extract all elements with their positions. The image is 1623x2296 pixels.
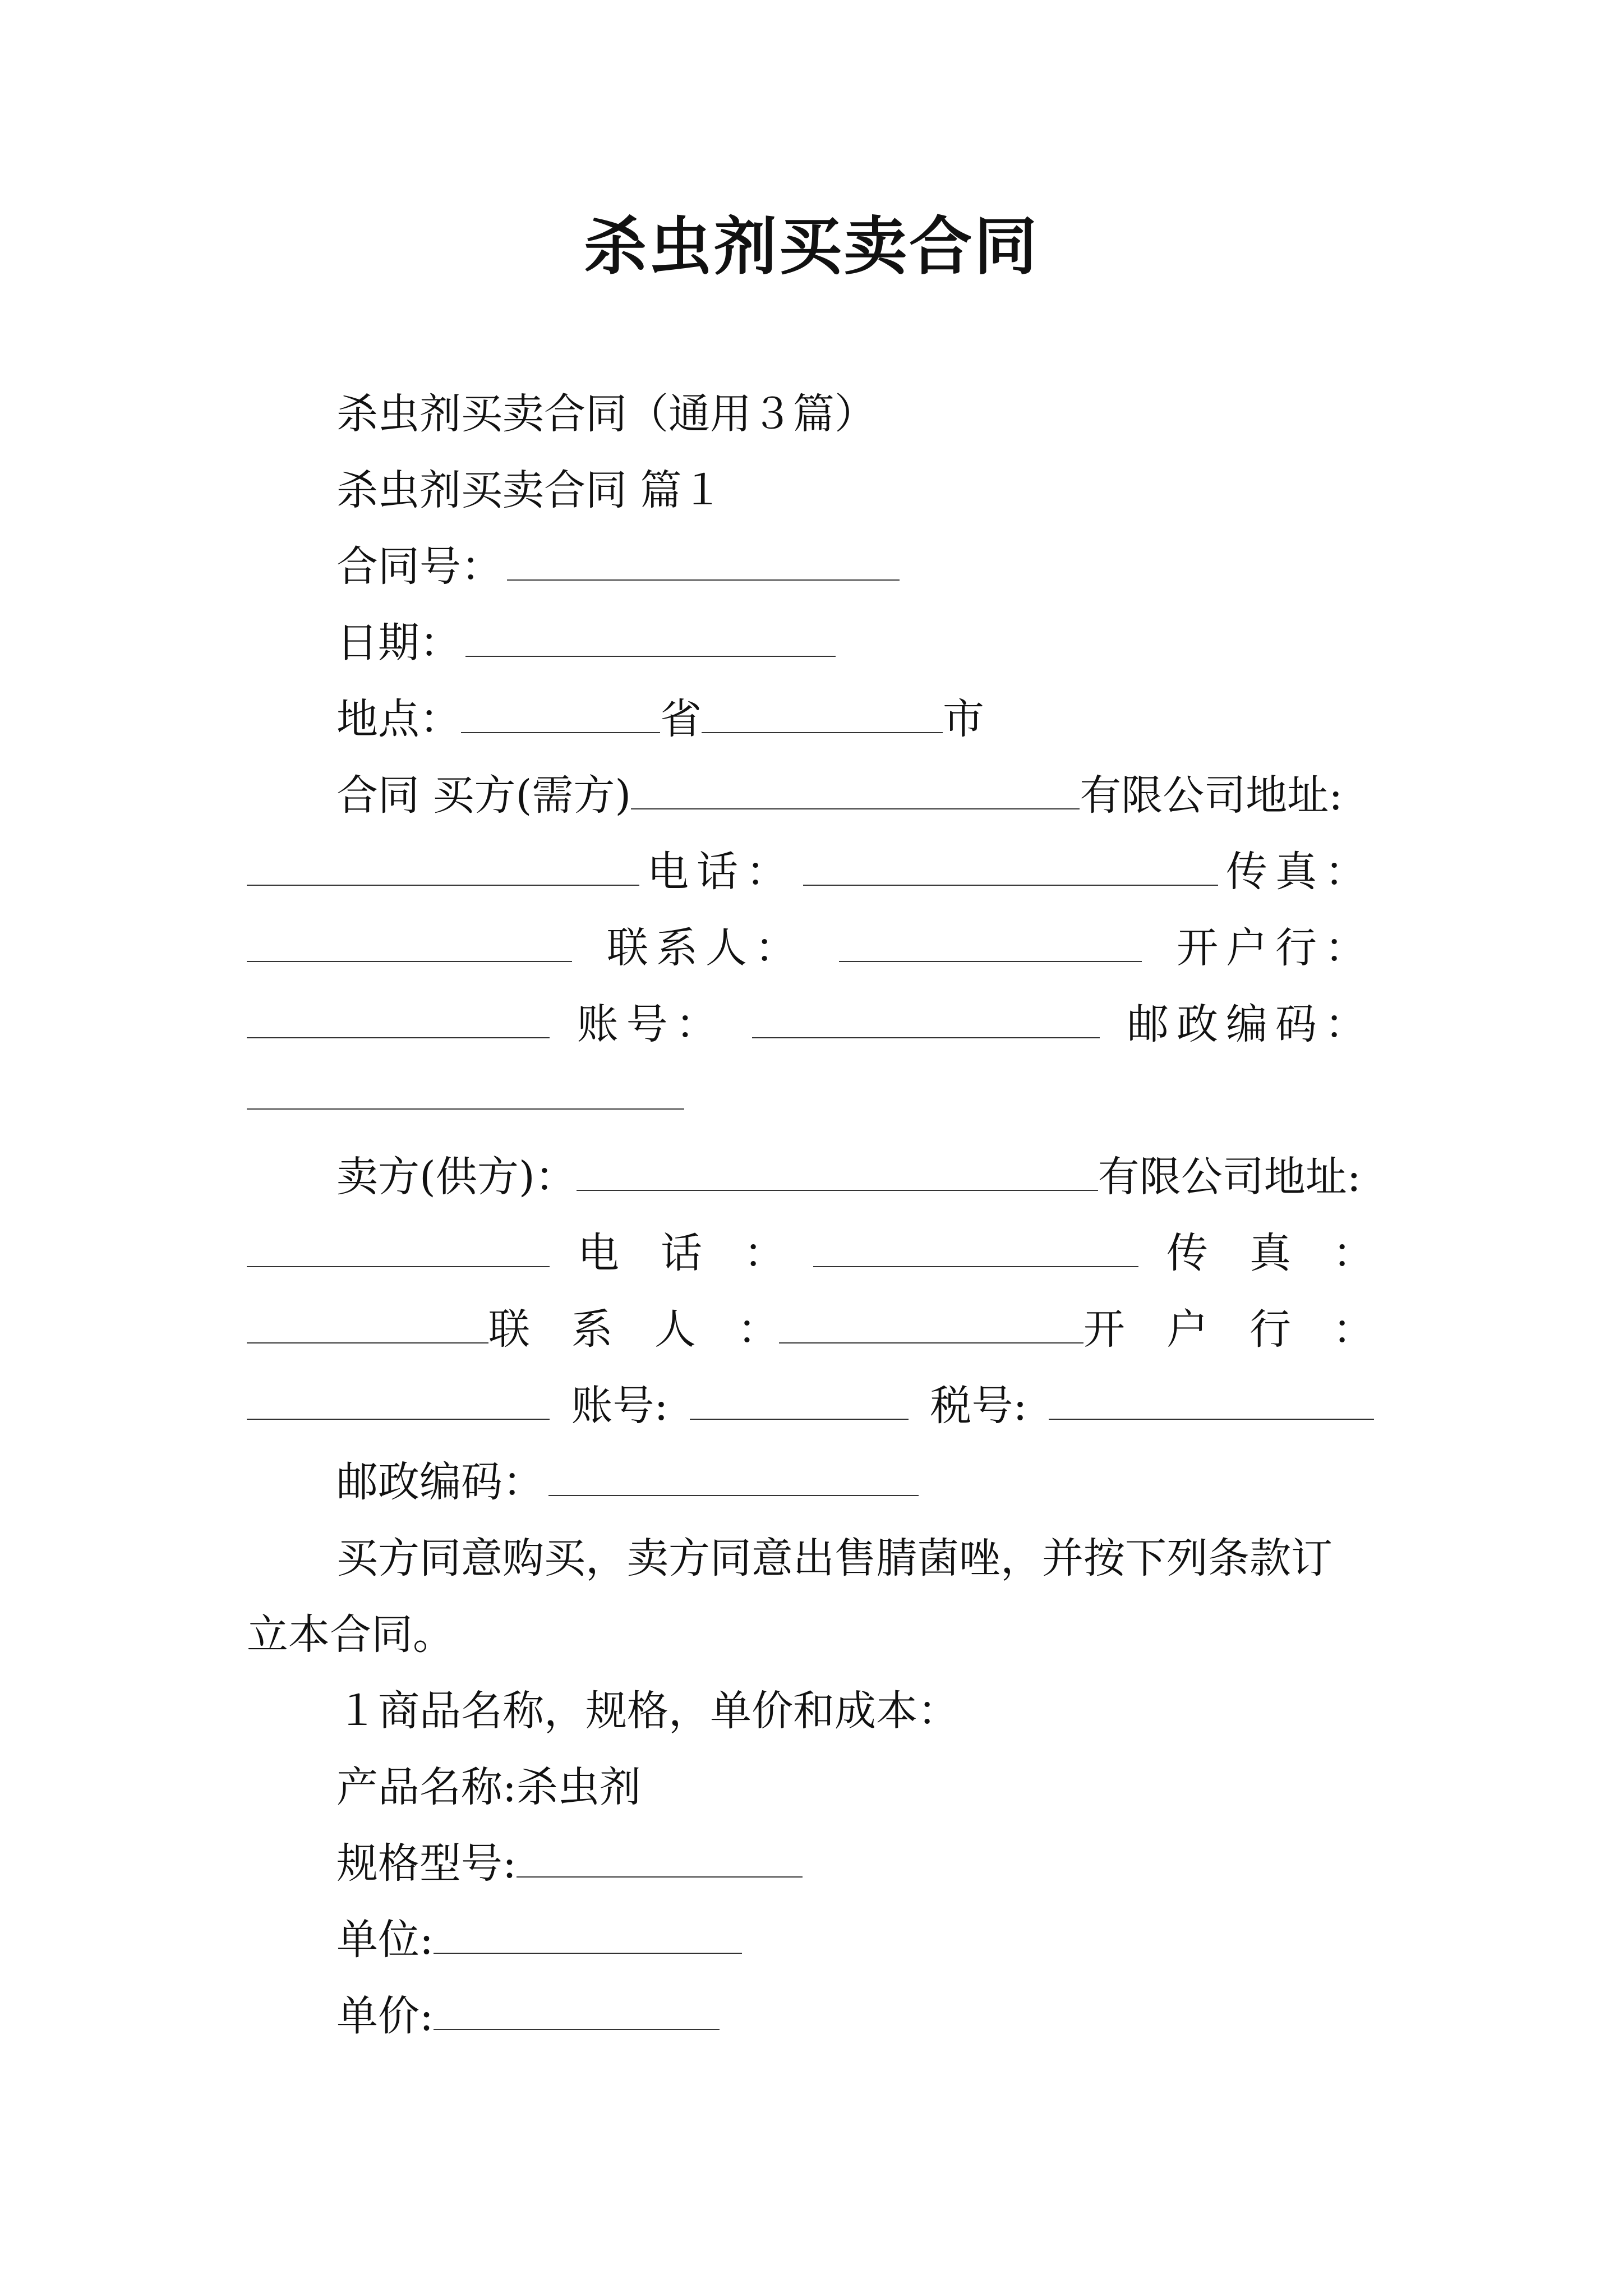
buyer-account-blank: [752, 1001, 1100, 1038]
contract-number-blank: [507, 544, 900, 581]
buyer-row: [336, 767, 1343, 823]
buyer-phone-blank: [803, 849, 1218, 886]
agreement-paragraph-line1: 买方同意购买，卖方同意出售腈菌唑，并按下列条款订: [336, 1534, 1332, 1582]
city-blank: [702, 696, 943, 733]
buyer-account-label: 账号：: [577, 1000, 725, 1048]
buyer-postcode-row: [247, 1073, 684, 1129]
place-label: 地点：: [336, 695, 461, 743]
seller-address-blank: [247, 1230, 550, 1267]
price-label: 单价:: [336, 1992, 434, 2040]
buyer-phone-fax-row: [247, 844, 1374, 900]
province-blank: [461, 696, 660, 733]
date-row: [336, 615, 836, 671]
city-label: 市: [943, 695, 984, 743]
buyer-account-postcode-row: [247, 996, 1374, 1052]
place-row: [336, 691, 984, 747]
buyer-fax-blank: [247, 925, 572, 962]
seller-phone-blank: [813, 1230, 1138, 1267]
unit-blank: [434, 1917, 742, 1954]
buyer-address-blank: [247, 849, 639, 886]
seller-row: [336, 1149, 1361, 1205]
buyer-contact-label: 联系人：: [607, 924, 804, 972]
buyer-label: 合同 买方(需方): [336, 771, 631, 820]
seller-bank-label: 开 户 行 ：: [1083, 1305, 1374, 1354]
seller-address-label: 有限公司地址:: [1098, 1153, 1361, 1201]
contract-number-row: [336, 539, 900, 595]
section-1-heading: １商品名称，规格，单价和成本：: [336, 1687, 959, 1735]
buyer-contact-bank-row: [247, 920, 1374, 976]
spec-row: [336, 1835, 803, 1892]
seller-contact-label: 联 系 人 ：: [488, 1305, 779, 1354]
seller-postcode-blank: [548, 1459, 919, 1496]
date-label: 日期：: [336, 619, 461, 667]
seller-tax-label: 税号:: [930, 1382, 1027, 1430]
buyer-fax-label: 传真：: [1226, 848, 1374, 896]
contract-number-label: 合同号：: [336, 542, 502, 591]
subtitle: 杀虫剂买卖合同（通用３篇）: [336, 390, 876, 438]
buyer-postcode-blank: [247, 1073, 684, 1110]
seller-postcode-row: [336, 1454, 919, 1510]
seller-phone-label: 电 话 ：: [578, 1229, 785, 1277]
unit-row: [336, 1912, 742, 1968]
seller-phone-fax-row: [247, 1225, 1374, 1281]
seller-account-tax-row: [247, 1378, 1374, 1434]
seller-contact-bank-row: [247, 1301, 1374, 1358]
seller-account-blank: [690, 1383, 909, 1420]
price-blank: [434, 1993, 720, 2030]
province-label: 省: [660, 695, 702, 743]
seller-tax-blank: [1049, 1383, 1374, 1420]
seller-postcode-label: 邮政编码：: [336, 1458, 544, 1506]
seller-bank-blank: [247, 1383, 550, 1420]
date-blank: [465, 620, 836, 657]
document-title: 杀虫剂买卖合同: [584, 210, 1039, 283]
product-name-row: 产品名称:杀虫剂: [336, 1763, 641, 1811]
part-heading: 杀虫剂买卖合同 篇１: [336, 466, 723, 514]
buyer-bank-label: 开户行：: [1177, 924, 1374, 972]
agreement-paragraph-line2: 立本合同。: [247, 1611, 454, 1659]
buyer-postcode-label: 邮政编码：: [1127, 1000, 1374, 1048]
seller-company-blank: [577, 1154, 1098, 1191]
seller-fax-blank: [247, 1306, 488, 1343]
buyer-phone-label: 电话：: [647, 848, 795, 896]
buyer-address-label: 有限公司地址:: [1080, 771, 1343, 820]
spec-blank: [517, 1841, 803, 1878]
seller-label: 卖方(供方)：: [336, 1153, 577, 1201]
seller-fax-label: 传 真 ：: [1166, 1229, 1374, 1277]
seller-contact-blank: [779, 1306, 1083, 1343]
unit-label: 单位:: [336, 1916, 434, 1964]
buyer-company-blank: [631, 772, 1080, 809]
price-row: [336, 1988, 720, 2044]
buyer-contact-blank: [839, 925, 1142, 962]
spec-label: 规格型号:: [336, 1839, 517, 1888]
buyer-bank-blank: [247, 1001, 550, 1038]
seller-account-label: 账号:: [571, 1382, 668, 1430]
